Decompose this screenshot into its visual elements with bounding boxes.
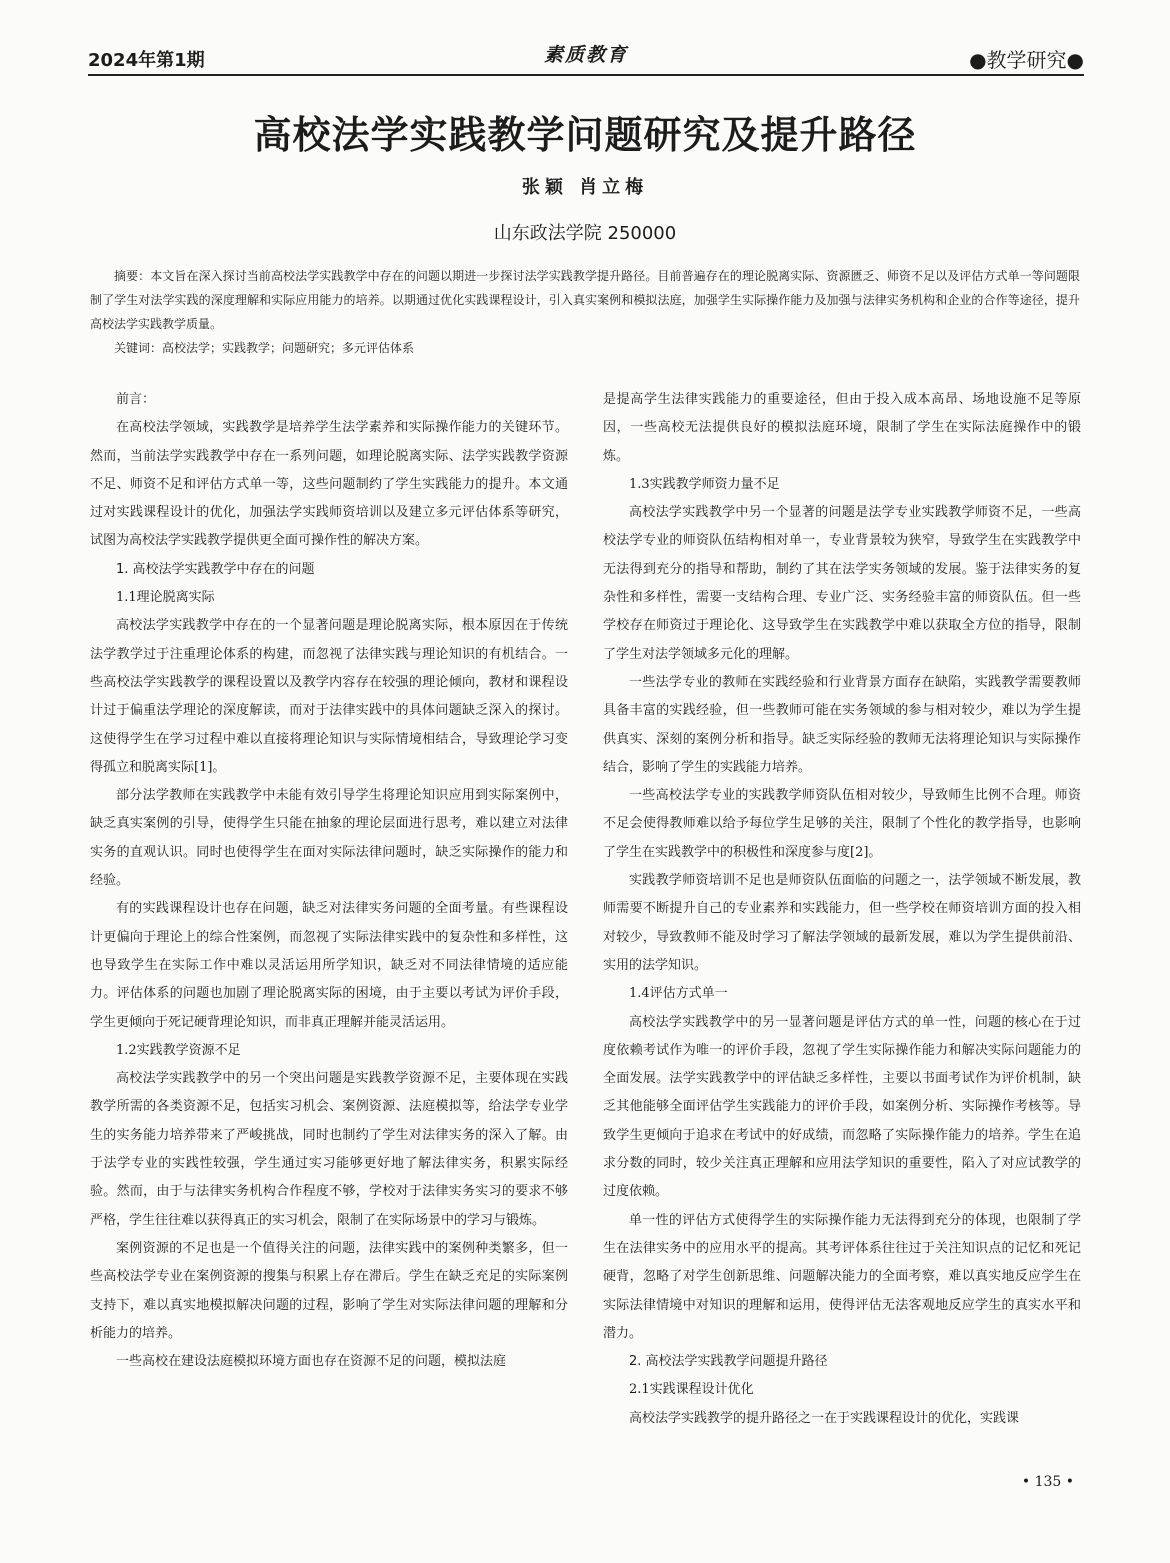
page-number: • 135 • bbox=[1021, 1474, 1074, 1490]
preface-heading: 前言： bbox=[116, 392, 156, 407]
running-header bbox=[88, 44, 1084, 74]
right-column bbox=[603, 386, 1081, 1433]
issue-number: 2024年第1期 bbox=[88, 50, 205, 71]
paragraph: 在高校法学领域，实践教学是培养学生法学素养和实际操作能力的关键环节。然而，当前法学实践教学中存在一系列问题，如理论脱离实际、法学实践教学资源不足、师资不足和评估方式单一等，这些问题制约了学生实践能力的提升。本文通过对实践课程设计的优化，加强法学实践师资培训以及建立多元评估体系等研究，试图为高校法学实践教学提供更全面可操作性的解决方案。 bbox=[90, 420, 568, 549]
paragraph: 一些法学专业的教师在实践经验和行业背景方面存在缺陷，实践教学需要教师具备丰富的实践经验，但一些教师可能在实务领域的参与相对较少，难以为学生提供真实、深刻的案例分析和指导。缺乏实际经验的教师无法将理论知识与实际操作结合，影响了学生的实践能力培养。 bbox=[603, 674, 1081, 775]
paragraph: 单一性的评估方式使得学生的实际操作能力无法得到充分的体现，也限制了学生在法律实务中的应用水平的提高。其考评体系往往过于关注知识点的记忆和死记硬背，忽略了对学生创新思维、问题解决能力的全面考察，难以真实地反应学生在实际法律情境中对知识的理解和运用，使得评估无法客观地反应学生的真实水平和潜力。 bbox=[603, 1212, 1081, 1341]
section-heading: 1. 高校法学实践教学中存在的问题 bbox=[116, 561, 315, 577]
article-title: 高校法学实践教学问题研究及提升路径 bbox=[253, 112, 917, 157]
subsection-heading: 1.3实践教学师资力量不足 bbox=[629, 476, 780, 492]
header-rule bbox=[88, 74, 1084, 76]
keywords: 关键词：高校法学；实践教学；问题研究；多元评估体系 bbox=[114, 341, 415, 355]
paragraph: 高校法学实践教学中的另一个突出问题是实践教学资源不足，主要体现在实践教学所需的各类资源不足，包括实习机会、案例资源、法庭模拟等，给法学专业学生的实务能力培养带来了严峻挑战，同时也制约了学生对法律实务的深入了解。由于法学专业的实践性较强，学生通过实习能够更好地了解法律实务，积累实际经验。然而，由于与法律实务机构合作程度不够，学校对于法律实务实习的要求不够严格，学生往往难以获得真正的实习机会，限制了在实际场景中的学习与锻炼。 bbox=[90, 1071, 568, 1228]
paragraph: 有的实践课程设计也存在问题，缺乏对法律实务问题的全面考量。有些课程设计更偏向于理论上的综合性案例，而忽视了实际法律实践中的复杂性和多样性，这也导致学生在实际工作中难以灵活运用所学知识，缺乏对不同法律情境的适应能力。评估体系的问题也加剧了理论脱离实际的困境，由于主要以考试为评价手段，学生更倾向于死记硬背理论知识，而非真正理解并能灵活运用。 bbox=[90, 901, 568, 1030]
subsection-heading: 1.1理论脱离实际 bbox=[116, 590, 215, 606]
paragraph-continued: 是提高学生法律实践能力的重要途径，但由于投入成本高昂、场地设施不足等原因，一些高校无法提供良好的模拟法庭环境，限制了学生在实际法庭操作中的锻炼。 bbox=[603, 392, 1081, 464]
abstract-text: 摘要：本文旨在深入探讨当前高校法学实践教学中存在的问题以期进一步探讨法学实践教学提升路径。目前普遍存在的理论脱离实际、资源匮乏、师资不足以及评估方式单一等问题限制了学生对法学实践的深度理解和实际应用能力的培养。以期通过优化实践课程设计，引入真实案例和模拟法庭，加强学生实际操作能力及加强与法律实务机构和企业的合作等途径，提升高校法学实践教学质量。 bbox=[90, 269, 1080, 331]
paragraph: 案例资源的不足也是一个值得关注的问题，法律实践中的案例种类繁多，但一些高校法学专业在案例资源的搜集与积累上存在滞后。学生在缺乏充足的实际案例支持下，难以真实地模拟解决问题的过程，影响了学生对实际法律问题的理解和分析能力的培养。 bbox=[90, 1240, 568, 1341]
section-heading: 2. 高校法学实践教学问题提升路径 bbox=[629, 1354, 828, 1370]
subsection-heading: 1.4评估方式单一 bbox=[629, 986, 728, 1002]
paragraph: 高校法学实践教学的提升路径之一在于实践课程设计的优化，实践课 bbox=[629, 1410, 1020, 1426]
paragraph: 一些高校法学专业的实践教学师资队伍相对较少，导致师生比例不合理。师资不足会使得教师难以给予每位学生足够的关注，限制了个性化的教学指导，也影响了学生在实践教学中的积极性和深度参与度[2]。 bbox=[603, 788, 1081, 860]
subsection-heading: 1.2实践教学资源不足 bbox=[116, 1042, 241, 1058]
paragraph: 部分法学教师在实践教学中未能有效引导学生将理论知识应用到实际案例中，缺乏真实案例的引导，使得学生只能在抽象的理论层面进行思考，难以建立对法律实务的直观认识。同时也使得学生在面对实际法律问题时，缺乏实际操作的能力和经验。 bbox=[90, 788, 568, 889]
abstract-block bbox=[90, 264, 1080, 360]
left-column bbox=[90, 386, 568, 1376]
affiliation: 山东政法学院 250000 bbox=[493, 223, 677, 244]
section-tag: ●教学研究● bbox=[969, 48, 1084, 72]
paragraph: 高校法学实践教学中另一个显著的问题是法学专业实践教学师资不足，一些高校法学专业的师资队伍结构相对单一，专业背景较为狭窄，导致学生在实践教学中无法得到充分的指导和帮助，制约了其在法学实务领域的发展。鉴于法律实务的复杂性和多样性，需要一支结构合理、专业广泛、实务经验丰富的师资队伍。但一些学校存在师资过于理论化、这导致学生在实践教学中难以获取全方位的指导，限制了学生对法学领域多元化的理解。 bbox=[603, 505, 1081, 662]
paragraph: 实践教学师资培训不足也是师资队伍面临的问题之一，法学领域不断发展，教师需要不断提升自己的专业素养和实践能力，但一些学校在师资培训方面的投入相对较少，导致教师不能及时学习了解法学领域的最新发展，难以为学生提供前沿、实用的法学知识。 bbox=[603, 873, 1081, 973]
paragraph: 一些高校在建设法庭模拟环境方面也存在资源不足的问题，模拟法庭 bbox=[116, 1354, 507, 1370]
subsection-heading: 2.1实践课程设计优化 bbox=[629, 1382, 754, 1398]
paragraph: 高校法学实践教学中的另一显著问题是评估方式的单一性，问题的核心在于过度依赖考试作为唯一的评价手段，忽视了学生实际操作能力和解决实际问题能力的全面发展。法学实践教学中的评估缺乏多样性，主要以书面考试作为评价机制，缺乏其他能够全面评估学生实践能力的评价手段，如案例分析、实际操作考核等。导致学生更倾向于追求在考试中的好成绩，而忽略了实际操作能力的培养。学生在追求分数的同时，较少关注真正理解和应用法学知识的重要性，陷入了对应试教学的过度依赖。 bbox=[603, 1014, 1081, 1200]
journal-name: 素质教育 bbox=[543, 44, 628, 66]
authors: 张颖 肖立梅 bbox=[521, 177, 649, 198]
paragraph: 高校法学实践教学中存在的一个显著问题是理论脱离实际，根本原因在于传统法学教学过于注重理论体系的构建，而忽视了法律实践与理论知识的有机结合。一些高校法学实践教学的课程设置以及教学内容存在较强的理论倾向，教材和课程设计过于偏重法学理论的深度解读，而对于法律实践中的具体问题缺乏深入的探讨。这使得学生在学习过程中难以直接将理论知识与实际情境相结合，导致理论学习变得孤立和脱离实际[1]。 bbox=[90, 618, 568, 775]
